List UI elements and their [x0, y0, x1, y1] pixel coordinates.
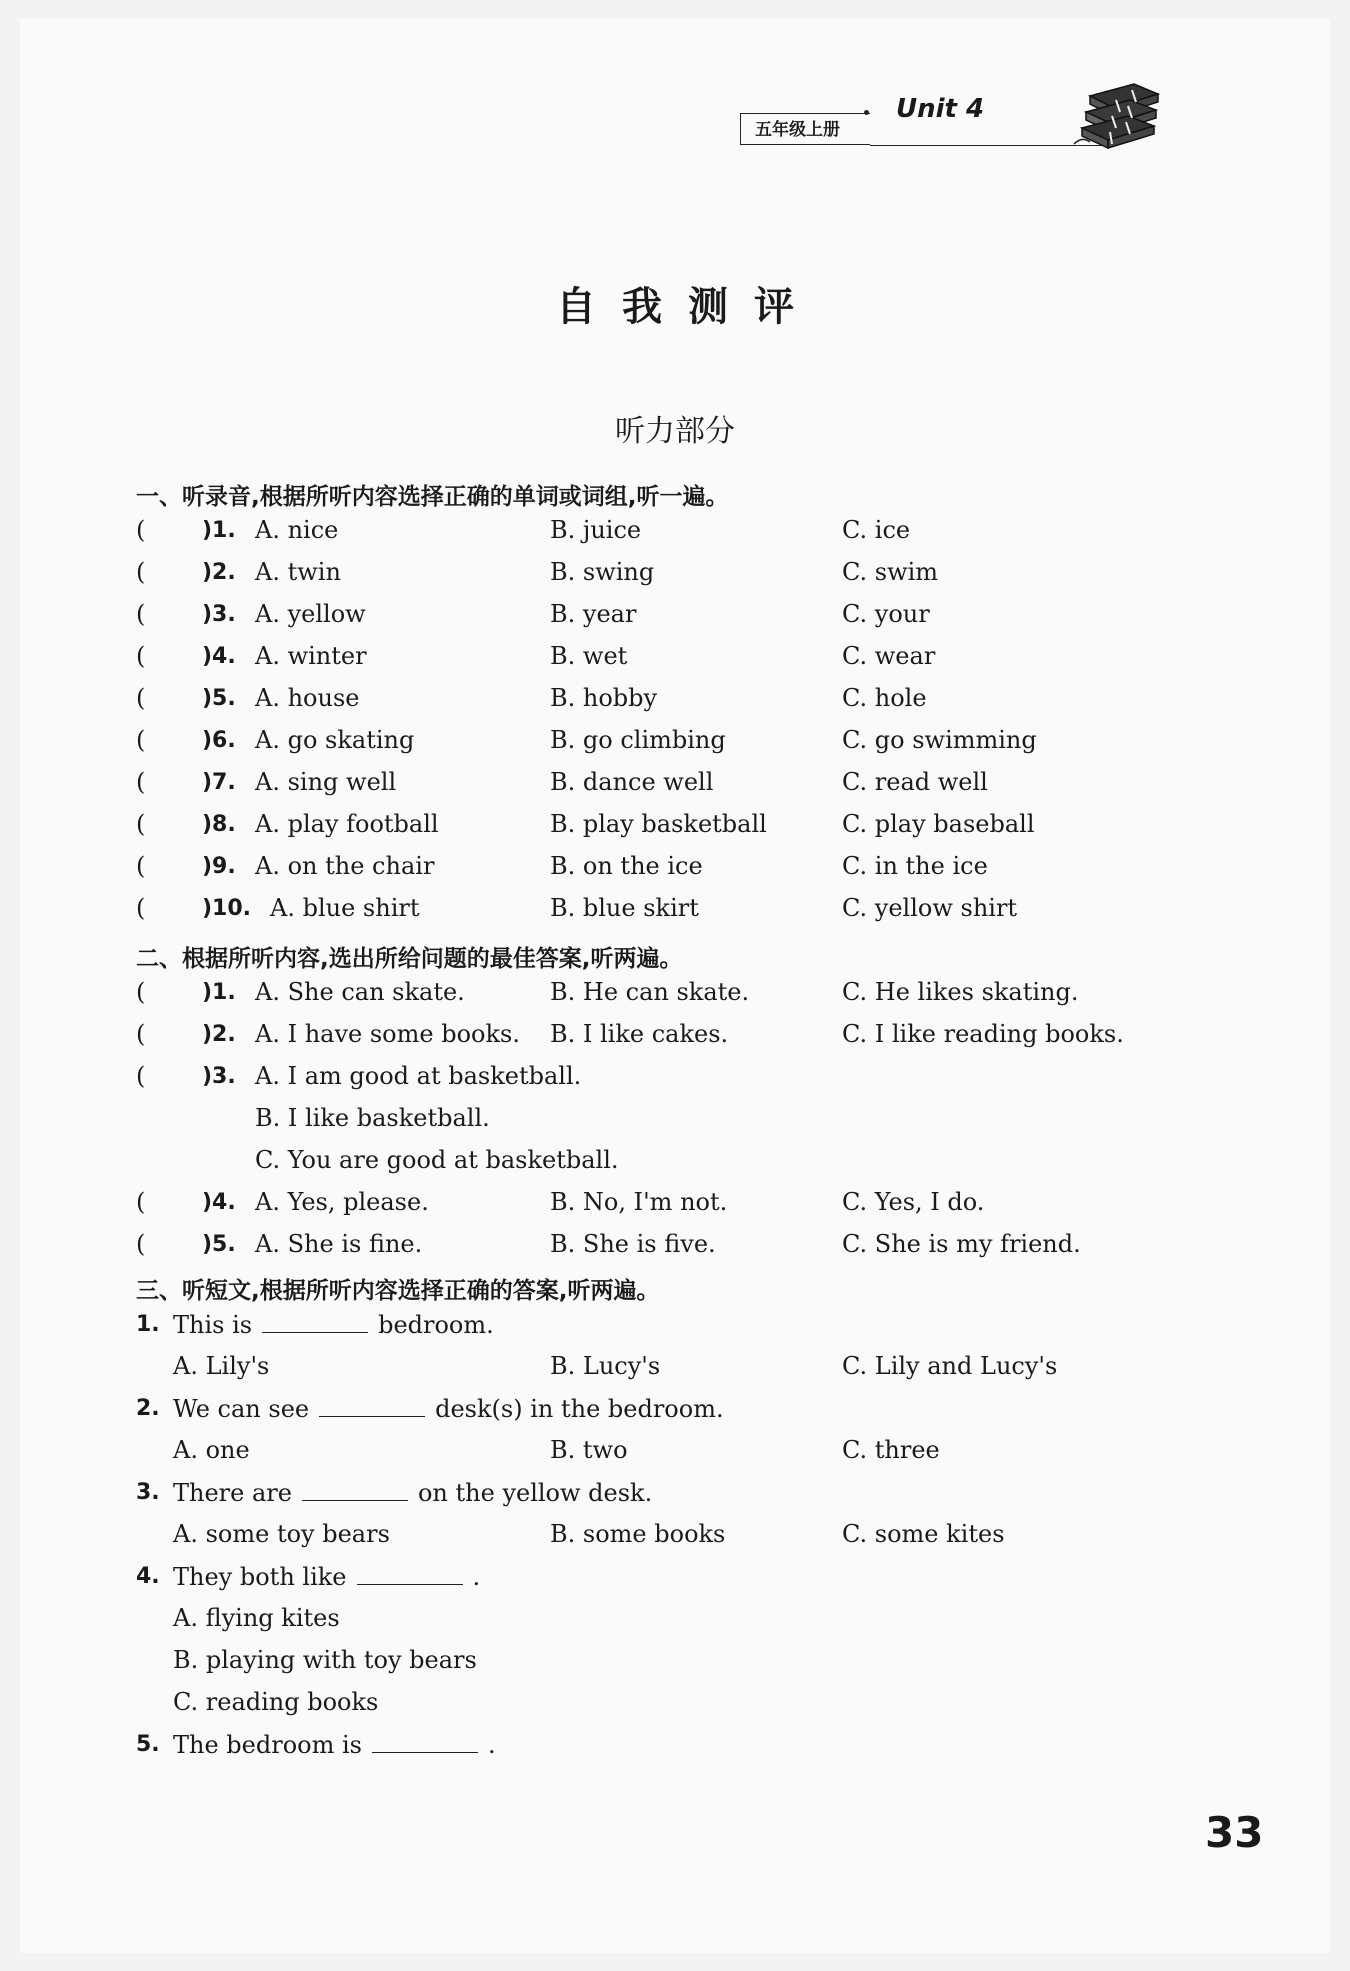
page-number: 33: [1205, 1808, 1264, 1857]
s1-question-row: [0, 558, 1350, 598]
answer-paren[interactable]: (: [136, 726, 146, 754]
option-c: C. play baseball: [842, 810, 1035, 838]
grade-label: 五年级上册: [740, 113, 870, 145]
answer-blank[interactable]: [357, 1562, 463, 1585]
question-number: )2.: [202, 560, 236, 585]
option-b: B. Lucy's: [550, 1352, 661, 1380]
header-dot: [864, 110, 869, 115]
s2-question-row: [0, 1188, 1350, 1228]
question-number: )9.: [202, 854, 236, 879]
question-number: )5.: [202, 1232, 236, 1257]
option-a: A. play football: [255, 810, 439, 838]
s3-question-row: [0, 1478, 1350, 1518]
option-a: A. one: [173, 1436, 250, 1464]
option-c: C. Yes, I do.: [842, 1188, 985, 1216]
option-b: B. I like cakes.: [550, 1020, 729, 1048]
s3-option-row: [0, 1688, 1350, 1728]
s2-question-row: [0, 1020, 1350, 1060]
answer-blank[interactable]: [372, 1730, 478, 1753]
answer-paren[interactable]: (: [136, 516, 146, 544]
question-number: )4.: [202, 644, 236, 669]
question-number: 5.: [136, 1732, 160, 1757]
question-number: )3.: [202, 1064, 236, 1089]
question-number: )1.: [202, 980, 236, 1005]
option-a: A. go skating: [255, 726, 415, 754]
section-2-heading: 二、根据所听内容,选出所给问题的最佳答案,听两遍。: [136, 946, 683, 972]
option-b: B. on the ice: [550, 852, 703, 880]
option-c: C. ice: [842, 516, 911, 544]
question-number: 1.: [136, 1312, 160, 1337]
answer-paren[interactable]: (: [136, 810, 146, 838]
question-number: 3.: [136, 1480, 160, 1505]
s2-option-row: [0, 1146, 1350, 1186]
section-subtitle: 听力部分: [615, 414, 735, 449]
option-a: A. twin: [255, 558, 341, 586]
option-b: B. No, I'm not.: [550, 1188, 728, 1216]
option-c: C. You are good at basketball.: [255, 1146, 619, 1174]
unit-label: Unit 4: [896, 94, 985, 124]
option-b: B. blue skirt: [550, 894, 699, 922]
option-b: B. She is five.: [550, 1230, 716, 1258]
option-b: B. swing: [550, 558, 655, 586]
option-a: A. I have some books.: [255, 1020, 520, 1048]
page-title: 自我测评: [556, 284, 820, 330]
option-c: C. read well: [842, 768, 988, 796]
s1-question-row: [0, 684, 1350, 724]
answer-paren[interactable]: (: [136, 684, 146, 712]
question-number: )5.: [202, 686, 236, 711]
s1-question-row: [0, 726, 1350, 766]
option-c: C. your: [842, 600, 930, 628]
s3-question-row: [0, 1730, 1350, 1770]
option-c: C. reading books: [173, 1688, 379, 1716]
option-a: A. yellow: [255, 600, 366, 628]
option-a: A. on the chair: [255, 852, 435, 880]
s1-question-row: [0, 600, 1350, 640]
question-text: They both like .: [173, 1563, 481, 1591]
option-a: A. Yes, please.: [255, 1188, 429, 1216]
s2-question-row: [0, 1230, 1350, 1270]
option-a: A. flying kites: [173, 1604, 340, 1632]
answer-paren[interactable]: (: [136, 642, 146, 670]
answer-paren[interactable]: (: [136, 1062, 146, 1090]
s1-question-row: [0, 852, 1350, 892]
question-number: )6.: [202, 728, 236, 753]
s3-question-row: [0, 1310, 1350, 1350]
answer-paren[interactable]: (: [136, 558, 146, 586]
answer-paren[interactable]: (: [136, 894, 146, 922]
option-b: B. He can skate.: [550, 978, 750, 1006]
question-number: 2.: [136, 1396, 160, 1421]
s2-question-row: [0, 978, 1350, 1018]
option-b: B. I like basketball.: [255, 1104, 490, 1132]
answer-blank[interactable]: [302, 1478, 408, 1501]
option-c: C. three: [842, 1436, 940, 1464]
answer-blank[interactable]: [319, 1394, 425, 1417]
question-text: There are on the yellow desk.: [173, 1479, 653, 1507]
s2-question-row: [0, 1062, 1350, 1102]
answer-paren[interactable]: (: [136, 768, 146, 796]
books-stack-icon: [1072, 80, 1164, 152]
question-number: )2.: [202, 1022, 236, 1047]
option-c: C. some kites: [842, 1520, 1005, 1548]
option-b: B. dance well: [550, 768, 714, 796]
option-a: A. house: [255, 684, 360, 712]
option-b: B. playing with toy bears: [173, 1646, 477, 1674]
s3-question-row: [0, 1562, 1350, 1602]
s1-question-row: [0, 894, 1350, 934]
option-a: A. I am good at basketball.: [255, 1062, 582, 1090]
question-number: )3.: [202, 602, 236, 627]
question-text: This is bedroom.: [173, 1311, 494, 1339]
answer-paren[interactable]: (: [136, 978, 146, 1006]
option-a: A. She is fine.: [255, 1230, 423, 1258]
s1-question-row: [0, 642, 1350, 682]
option-b: B. juice: [550, 516, 642, 544]
option-c: C. He likes skating.: [842, 978, 1079, 1006]
s3-question-row: [0, 1394, 1350, 1434]
question-text: The bedroom is .: [173, 1731, 496, 1759]
question-number: )1.: [202, 518, 236, 543]
option-b: B. hobby: [550, 684, 658, 712]
section-1-heading: 一、听录音,根据所听内容选择正确的单词或词组,听一遍。: [136, 484, 729, 510]
option-b: B. two: [550, 1436, 628, 1464]
option-c: C. in the ice: [842, 852, 988, 880]
s3-option-row: [0, 1604, 1350, 1644]
option-b: B. play basketball: [550, 810, 767, 838]
s1-question-row: [0, 810, 1350, 850]
s1-question-row: [0, 768, 1350, 808]
answer-paren[interactable]: (: [136, 1188, 146, 1216]
question-number: )7.: [202, 770, 236, 795]
option-a: A. winter: [255, 642, 367, 670]
answer-paren[interactable]: (: [136, 852, 146, 880]
question-text: We can see desk(s) in the bedroom.: [173, 1395, 724, 1423]
s3-option-row: [0, 1436, 1350, 1476]
answer-paren[interactable]: (: [136, 600, 146, 628]
s3-option-row: [0, 1352, 1350, 1392]
option-b: B. year: [550, 600, 637, 628]
option-a: A. some toy bears: [173, 1520, 390, 1548]
option-c: C. I like reading books.: [842, 1020, 1124, 1048]
answer-blank[interactable]: [262, 1310, 368, 1333]
option-a: A. Lily's: [173, 1352, 270, 1380]
answer-paren[interactable]: (: [136, 1020, 146, 1048]
s3-option-row: [0, 1646, 1350, 1686]
option-c: C. go swimming: [842, 726, 1037, 754]
option-b: B. wet: [550, 642, 628, 670]
option-a: A. She can skate.: [255, 978, 465, 1006]
option-b: B. some books: [550, 1520, 726, 1548]
option-c: C. She is my friend.: [842, 1230, 1081, 1258]
option-c: C. swim: [842, 558, 939, 586]
option-a: A. blue shirt: [270, 894, 420, 922]
question-number: )4.: [202, 1190, 236, 1215]
option-c: C. wear: [842, 642, 936, 670]
option-c: C. yellow shirt: [842, 894, 1018, 922]
option-a: A. sing well: [255, 768, 397, 796]
option-a: A. nice: [255, 516, 339, 544]
s1-question-row: [0, 516, 1350, 556]
question-number: 4.: [136, 1564, 160, 1589]
option-c: C. hole: [842, 684, 927, 712]
answer-paren[interactable]: (: [136, 1230, 146, 1258]
section-3-heading: 三、听短文,根据所听内容选择正确的答案,听两遍。: [136, 1278, 660, 1304]
s3-option-row: [0, 1520, 1350, 1560]
option-c: C. Lily and Lucy's: [842, 1352, 1058, 1380]
question-number: )10.: [202, 896, 252, 921]
question-number: )8.: [202, 812, 236, 837]
s2-option-row: [0, 1104, 1350, 1144]
option-b: B. go climbing: [550, 726, 726, 754]
